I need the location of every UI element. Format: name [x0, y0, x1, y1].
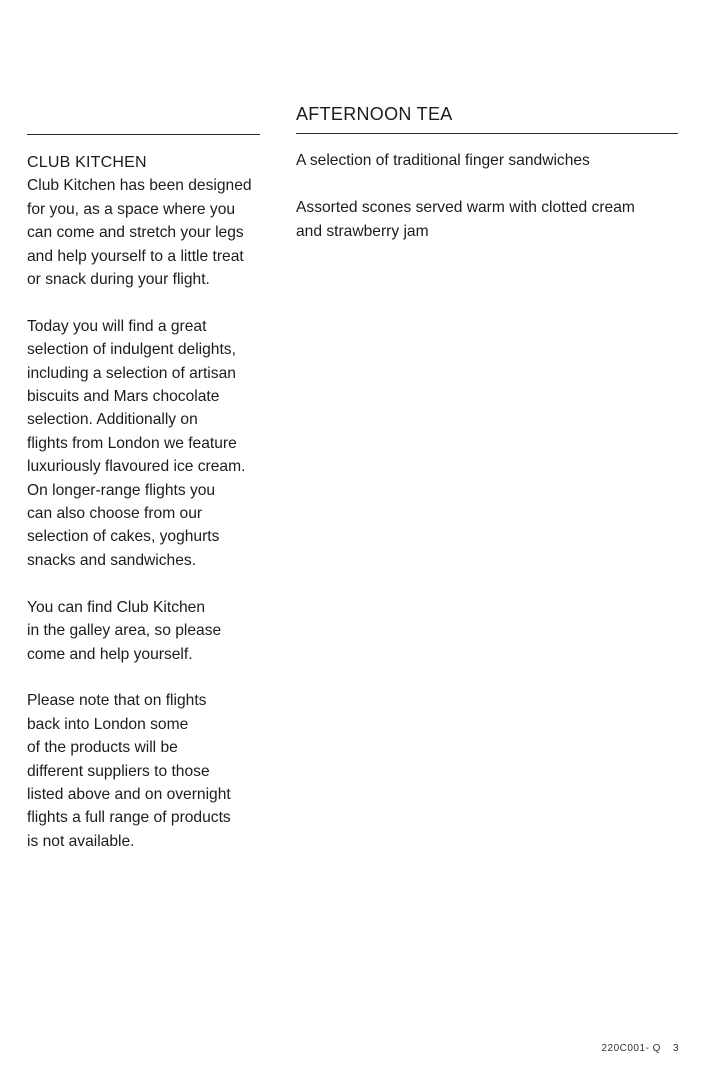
club-kitchen-paragraph: Please note that on flights back into London some of the products will be different suppliers to those listed above and on overnight flights a full range of products is not available. [27, 692, 231, 850]
menu-item: Assorted scones served warm with clotted cream and strawberry jam [296, 199, 635, 240]
right-divider [296, 133, 678, 134]
afternoon-tea-items [296, 149, 686, 243]
club-kitchen-paragraph: Club Kitchen has been designed for you, as a space where you can come and stretch your legs and help yourself to a little treat or snack during your flight. [27, 177, 252, 289]
afternoon-tea-section [296, 103, 686, 243]
club-kitchen-heading: CLUB KITCHEN [27, 154, 147, 171]
document-code: 220C001- Q [601, 1043, 661, 1054]
club-kitchen-paragraph: Today you will find a great selection of indulgent delights, including a selection of artisan biscuits and Mars chocolate selection. Additionally on flights from London we feature luxuriously flavoured ice cream. On longer-range flights you can also choose from our selection of cakes, yoghurts snacks and sandwiches. [27, 317, 246, 569]
left-divider [27, 134, 260, 135]
club-kitchen-section [27, 134, 267, 853]
menu-item: A selection of traditional finger sandwiches [296, 152, 590, 169]
club-kitchen-paragraph: You can find Club Kitchen in the galley area, so please come and help yourself. [27, 598, 222, 663]
page-number: 3 [672, 1043, 679, 1054]
page-footer [601, 1043, 679, 1054]
afternoon-tea-heading: AFTERNOON TEA [296, 104, 453, 124]
